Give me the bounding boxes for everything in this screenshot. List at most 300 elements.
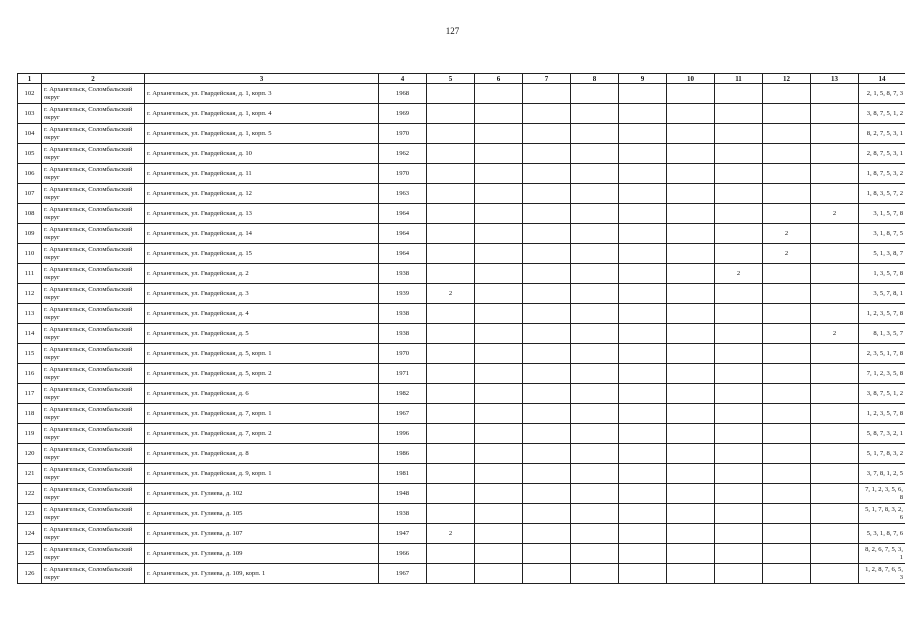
- col5-cell: [427, 564, 475, 584]
- year-cell: 1971: [379, 364, 427, 384]
- codes-cell: 5, 3, 1, 8, 7, 6: [859, 524, 905, 544]
- col5-cell: [427, 464, 475, 484]
- col6-cell: [475, 364, 523, 384]
- address-cell: г. Архангельск, ул. Гвардейская, д. 11: [145, 164, 379, 184]
- year-cell: 1938: [379, 264, 427, 284]
- col8-cell: [571, 164, 619, 184]
- district-cell: г. Архангельск, Соломбальский округ: [42, 304, 145, 324]
- col7-cell: [523, 184, 571, 204]
- col11-cell: [715, 184, 763, 204]
- codes-cell: 2, 1, 5, 8, 7, 3: [859, 84, 905, 104]
- table-row: [18, 224, 905, 244]
- col7-cell: [523, 124, 571, 144]
- col10-cell: [667, 524, 715, 544]
- district-cell: г. Архангельск, Соломбальский округ: [42, 544, 145, 564]
- district-cell: г. Архангельск, Соломбальский округ: [42, 344, 145, 364]
- col6-cell: [475, 164, 523, 184]
- address-cell: г. Архангельск, ул. Гвардейская, д. 8: [145, 444, 379, 464]
- col6-cell: [475, 404, 523, 424]
- col7-cell: [523, 304, 571, 324]
- col13-cell: [811, 84, 859, 104]
- col12-cell: [763, 404, 811, 424]
- col12-cell: [763, 364, 811, 384]
- col8-cell: [571, 384, 619, 404]
- codes-cell: 8, 2, 7, 5, 3, 1: [859, 124, 905, 144]
- col13-cell: [811, 284, 859, 304]
- col12-cell: [763, 444, 811, 464]
- district-cell: г. Архангельск, Соломбальский округ: [42, 524, 145, 544]
- col11-cell: [715, 544, 763, 564]
- year-cell: 1968: [379, 84, 427, 104]
- col9-cell: [619, 504, 667, 524]
- col13-cell: [811, 524, 859, 544]
- district-cell: г. Архангельск, Соломбальский округ: [42, 244, 145, 264]
- col10-cell: [667, 164, 715, 184]
- col11-cell: [715, 484, 763, 504]
- address-cell: г. Архангельск, ул. Гвардейская, д. 3: [145, 284, 379, 304]
- col5-cell: [427, 244, 475, 264]
- row-number: 102: [18, 84, 42, 104]
- address-cell: г. Архангельск, ул. Гвардейская, д. 9, корп. 1: [145, 464, 379, 484]
- col13-cell: [811, 424, 859, 444]
- col11-cell: [715, 364, 763, 384]
- district-cell: г. Архангельск, Соломбальский округ: [42, 164, 145, 184]
- col5-cell: [427, 144, 475, 164]
- row-number: 108: [18, 204, 42, 224]
- col9-cell: [619, 404, 667, 424]
- district-cell: г. Архангельск, Соломбальский округ: [42, 424, 145, 444]
- year-cell: 1948: [379, 484, 427, 504]
- col13-cell: [811, 444, 859, 464]
- col6-cell: [475, 444, 523, 464]
- col9-cell: [619, 244, 667, 264]
- address-cell: г. Архангельск, ул. Гвардейская, д. 12: [145, 184, 379, 204]
- col8-cell: [571, 324, 619, 344]
- col9-cell: [619, 144, 667, 164]
- col5-cell: [427, 544, 475, 564]
- col10-cell: [667, 544, 715, 564]
- col9-cell: [619, 124, 667, 144]
- col10-cell: [667, 264, 715, 284]
- codes-cell: 1, 8, 3, 5, 7, 2: [859, 184, 905, 204]
- col7-cell: [523, 444, 571, 464]
- table-row: [18, 364, 905, 384]
- table-row: [18, 184, 905, 204]
- table-row: [18, 284, 905, 304]
- district-cell: г. Архангельск, Соломбальский округ: [42, 84, 145, 104]
- column-header: 1: [18, 74, 42, 84]
- table-row: [18, 504, 905, 524]
- row-number: 124: [18, 524, 42, 544]
- col5-cell: [427, 124, 475, 144]
- codes-cell: 3, 1, 8, 7, 5: [859, 224, 905, 244]
- col11-cell: [715, 224, 763, 244]
- header-row: [18, 74, 905, 84]
- col8-cell: [571, 404, 619, 424]
- col9-cell: [619, 344, 667, 364]
- col13-cell: 2: [811, 324, 859, 344]
- col5-cell: [427, 484, 475, 504]
- col8-cell: [571, 524, 619, 544]
- col13-cell: [811, 264, 859, 284]
- page-number: 127: [445, 26, 460, 36]
- col12-cell: [763, 424, 811, 444]
- district-cell: г. Архангельск, Соломбальский округ: [42, 124, 145, 144]
- col8-cell: [571, 84, 619, 104]
- table-row: [18, 404, 905, 424]
- table-body: [18, 84, 905, 584]
- col11-cell: [715, 244, 763, 264]
- col13-cell: [811, 184, 859, 204]
- table-row: [18, 264, 905, 284]
- col10-cell: [667, 84, 715, 104]
- col10-cell: [667, 144, 715, 164]
- row-number: 120: [18, 444, 42, 464]
- col10-cell: [667, 204, 715, 224]
- col7-cell: [523, 84, 571, 104]
- codes-cell: 3, 7, 8, 1, 2, 5: [859, 464, 905, 484]
- col6-cell: [475, 524, 523, 544]
- col9-cell: [619, 184, 667, 204]
- col9-cell: [619, 164, 667, 184]
- col10-cell: [667, 404, 715, 424]
- col12-cell: [763, 184, 811, 204]
- col12-cell: [763, 264, 811, 284]
- address-cell: г. Архангельск, ул. Гвардейская, д. 5, корп. 1: [145, 344, 379, 364]
- col6-cell: [475, 104, 523, 124]
- table-row: [18, 304, 905, 324]
- col6-cell: [475, 204, 523, 224]
- col9-cell: [619, 524, 667, 544]
- table-row: [18, 544, 905, 564]
- col7-cell: [523, 144, 571, 164]
- row-number: 121: [18, 464, 42, 484]
- column-header: 13: [811, 74, 859, 84]
- col13-cell: [811, 104, 859, 124]
- year-cell: 1969: [379, 104, 427, 124]
- col13-cell: [811, 384, 859, 404]
- year-cell: 1938: [379, 504, 427, 524]
- codes-cell: 2, 8, 7, 5, 3, 1: [859, 144, 905, 164]
- col10-cell: [667, 444, 715, 464]
- year-cell: 1938: [379, 304, 427, 324]
- col7-cell: [523, 424, 571, 444]
- address-cell: г. Архангельск, ул. Гуляева, д. 102: [145, 484, 379, 504]
- codes-cell: 7, 1, 2, 3, 5, 6, 8: [859, 484, 905, 504]
- col10-cell: [667, 424, 715, 444]
- column-header: 7: [523, 74, 571, 84]
- col6-cell: [475, 244, 523, 264]
- codes-cell: 1, 2, 3, 5, 7, 8: [859, 404, 905, 424]
- year-cell: 1982: [379, 384, 427, 404]
- col11-cell: [715, 424, 763, 444]
- col8-cell: [571, 224, 619, 244]
- row-number: 118: [18, 404, 42, 424]
- col9-cell: [619, 444, 667, 464]
- col6-cell: [475, 264, 523, 284]
- col11-cell: [715, 324, 763, 344]
- col12-cell: [763, 544, 811, 564]
- col6-cell: [475, 324, 523, 344]
- row-number: 110: [18, 244, 42, 264]
- col9-cell: [619, 544, 667, 564]
- col5-cell: [427, 164, 475, 184]
- column-header: 14: [859, 74, 905, 84]
- row-number: 113: [18, 304, 42, 324]
- col8-cell: [571, 184, 619, 204]
- table-row: [18, 464, 905, 484]
- row-number: 116: [18, 364, 42, 384]
- col5-cell: 2: [427, 284, 475, 304]
- col9-cell: [619, 464, 667, 484]
- col11-cell: [715, 124, 763, 144]
- col12-cell: [763, 504, 811, 524]
- col12-cell: [763, 464, 811, 484]
- col12-cell: [763, 524, 811, 544]
- col7-cell: [523, 464, 571, 484]
- col10-cell: [667, 364, 715, 384]
- col12-cell: 2: [763, 224, 811, 244]
- col7-cell: [523, 244, 571, 264]
- address-cell: г. Архангельск, ул. Гвардейская, д. 5, корп. 2: [145, 364, 379, 384]
- year-cell: 1967: [379, 564, 427, 584]
- col9-cell: [619, 564, 667, 584]
- col8-cell: [571, 344, 619, 364]
- table-row: [18, 164, 905, 184]
- col9-cell: [619, 424, 667, 444]
- col9-cell: [619, 364, 667, 384]
- col6-cell: [475, 504, 523, 524]
- district-cell: г. Архангельск, Соломбальский округ: [42, 184, 145, 204]
- year-cell: 1986: [379, 444, 427, 464]
- col8-cell: [571, 144, 619, 164]
- year-cell: 1981: [379, 464, 427, 484]
- col10-cell: [667, 484, 715, 504]
- year-cell: 1963: [379, 184, 427, 204]
- column-header: 12: [763, 74, 811, 84]
- codes-cell: 5, 8, 7, 3, 2, 1: [859, 424, 905, 444]
- col10-cell: [667, 304, 715, 324]
- column-header: 5: [427, 74, 475, 84]
- col10-cell: [667, 344, 715, 364]
- table-row: [18, 104, 905, 124]
- district-cell: г. Архангельск, Соломбальский округ: [42, 204, 145, 224]
- col10-cell: [667, 244, 715, 264]
- codes-cell: 1, 3, 5, 7, 8: [859, 264, 905, 284]
- col12-cell: [763, 344, 811, 364]
- codes-cell: 7, 1, 2, 3, 5, 8: [859, 364, 905, 384]
- district-cell: г. Архангельск, Соломбальский округ: [42, 404, 145, 424]
- district-cell: г. Архангельск, Соломбальский округ: [42, 264, 145, 284]
- col13-cell: [811, 564, 859, 584]
- column-header: 8: [571, 74, 619, 84]
- col5-cell: [427, 264, 475, 284]
- col7-cell: [523, 484, 571, 504]
- col11-cell: [715, 504, 763, 524]
- col5-cell: [427, 84, 475, 104]
- col7-cell: [523, 104, 571, 124]
- col8-cell: [571, 504, 619, 524]
- column-header: 9: [619, 74, 667, 84]
- address-cell: г. Архангельск, ул. Гвардейская, д. 5: [145, 324, 379, 344]
- table-row: [18, 244, 905, 264]
- district-cell: г. Архангельск, Соломбальский округ: [42, 504, 145, 524]
- col7-cell: [523, 524, 571, 544]
- year-cell: 1970: [379, 344, 427, 364]
- row-number: 126: [18, 564, 42, 584]
- col6-cell: [475, 304, 523, 324]
- col13-cell: [811, 304, 859, 324]
- housing-register-table: [17, 73, 905, 584]
- col9-cell: [619, 284, 667, 304]
- col5-cell: [427, 364, 475, 384]
- col6-cell: [475, 564, 523, 584]
- table-row: [18, 324, 905, 344]
- col11-cell: [715, 404, 763, 424]
- col6-cell: [475, 464, 523, 484]
- col6-cell: [475, 184, 523, 204]
- col8-cell: [571, 464, 619, 484]
- column-header: 11: [715, 74, 763, 84]
- col7-cell: [523, 324, 571, 344]
- col11-cell: [715, 564, 763, 584]
- col6-cell: [475, 284, 523, 304]
- address-cell: г. Архангельск, ул. Гвардейская, д. 6: [145, 384, 379, 404]
- col5-cell: [427, 424, 475, 444]
- col11-cell: [715, 344, 763, 364]
- col13-cell: [811, 364, 859, 384]
- col11-cell: 2: [715, 264, 763, 284]
- col12-cell: [763, 164, 811, 184]
- col13-cell: [811, 344, 859, 364]
- col9-cell: [619, 304, 667, 324]
- district-cell: г. Архангельск, Соломбальский округ: [42, 464, 145, 484]
- col8-cell: [571, 244, 619, 264]
- year-cell: 1970: [379, 164, 427, 184]
- district-cell: г. Архангельск, Соломбальский округ: [42, 364, 145, 384]
- col10-cell: [667, 464, 715, 484]
- address-cell: г. Архангельск, ул. Гвардейская, д. 7, корп. 1: [145, 404, 379, 424]
- codes-cell: 5, 1, 3, 8, 7: [859, 244, 905, 264]
- district-cell: г. Архангельск, Соломбальский округ: [42, 324, 145, 344]
- col11-cell: [715, 464, 763, 484]
- col13-cell: [811, 144, 859, 164]
- col8-cell: [571, 204, 619, 224]
- district-cell: г. Архангельск, Соломбальский округ: [42, 564, 145, 584]
- col11-cell: [715, 304, 763, 324]
- district-cell: г. Архангельск, Соломбальский округ: [42, 144, 145, 164]
- col13-cell: [811, 244, 859, 264]
- col9-cell: [619, 84, 667, 104]
- col9-cell: [619, 384, 667, 404]
- address-cell: г. Архангельск, ул. Гуляева, д. 109, корп. 1: [145, 564, 379, 584]
- col13-cell: [811, 464, 859, 484]
- col12-cell: [763, 564, 811, 584]
- codes-cell: 5, 1, 7, 8, 3, 2, 6: [859, 504, 905, 524]
- col8-cell: [571, 364, 619, 384]
- col7-cell: [523, 544, 571, 564]
- address-cell: г. Архангельск, ул. Гвардейская, д. 1, корп. 3: [145, 84, 379, 104]
- address-cell: г. Архангельск, ул. Гвардейская, д. 15: [145, 244, 379, 264]
- col9-cell: [619, 484, 667, 504]
- district-cell: г. Архангельск, Соломбальский округ: [42, 224, 145, 244]
- col7-cell: [523, 264, 571, 284]
- col7-cell: [523, 364, 571, 384]
- address-cell: г. Архангельск, ул. Гвардейская, д. 14: [145, 224, 379, 244]
- col10-cell: [667, 184, 715, 204]
- col11-cell: [715, 144, 763, 164]
- row-number: 112: [18, 284, 42, 304]
- address-cell: г. Архангельск, ул. Гвардейская, д. 1, корп. 5: [145, 124, 379, 144]
- year-cell: 1967: [379, 404, 427, 424]
- col7-cell: [523, 384, 571, 404]
- year-cell: 1970: [379, 124, 427, 144]
- row-number: 115: [18, 344, 42, 364]
- row-number: 111: [18, 264, 42, 284]
- col7-cell: [523, 404, 571, 424]
- row-number: 104: [18, 124, 42, 144]
- col10-cell: [667, 224, 715, 244]
- row-number: 123: [18, 504, 42, 524]
- table-row: [18, 444, 905, 464]
- col11-cell: [715, 384, 763, 404]
- col11-cell: [715, 284, 763, 304]
- row-number: 107: [18, 184, 42, 204]
- col9-cell: [619, 264, 667, 284]
- col10-cell: [667, 284, 715, 304]
- table-row: [18, 204, 905, 224]
- col6-cell: [475, 224, 523, 244]
- col11-cell: [715, 104, 763, 124]
- table-row: [18, 424, 905, 444]
- col10-cell: [667, 124, 715, 144]
- col8-cell: [571, 484, 619, 504]
- codes-cell: 1, 2, 8, 7, 6, 5, 3: [859, 564, 905, 584]
- district-cell: г. Архангельск, Соломбальский округ: [42, 384, 145, 404]
- col13-cell: [811, 504, 859, 524]
- address-cell: г. Архангельск, ул. Гуляева, д. 107: [145, 524, 379, 544]
- col8-cell: [571, 124, 619, 144]
- row-number: 106: [18, 164, 42, 184]
- col7-cell: [523, 284, 571, 304]
- district-cell: г. Архангельск, Соломбальский округ: [42, 484, 145, 504]
- col8-cell: [571, 564, 619, 584]
- col9-cell: [619, 204, 667, 224]
- col10-cell: [667, 324, 715, 344]
- table-row: [18, 124, 905, 144]
- col7-cell: [523, 504, 571, 524]
- year-cell: 1964: [379, 244, 427, 264]
- codes-cell: 3, 5, 7, 8, 1: [859, 284, 905, 304]
- address-cell: г. Архангельск, ул. Гуляева, д. 105: [145, 504, 379, 524]
- col5-cell: [427, 444, 475, 464]
- col10-cell: [667, 104, 715, 124]
- col6-cell: [475, 144, 523, 164]
- col7-cell: [523, 344, 571, 364]
- col13-cell: [811, 224, 859, 244]
- col8-cell: [571, 264, 619, 284]
- codes-cell: 8, 2, 6, 7, 5, 3, 1: [859, 544, 905, 564]
- table-row: [18, 84, 905, 104]
- col11-cell: [715, 84, 763, 104]
- district-cell: г. Архангельск, Соломбальский округ: [42, 284, 145, 304]
- col8-cell: [571, 304, 619, 324]
- col8-cell: [571, 104, 619, 124]
- col6-cell: [475, 344, 523, 364]
- col12-cell: [763, 284, 811, 304]
- col13-cell: [811, 544, 859, 564]
- col12-cell: [763, 304, 811, 324]
